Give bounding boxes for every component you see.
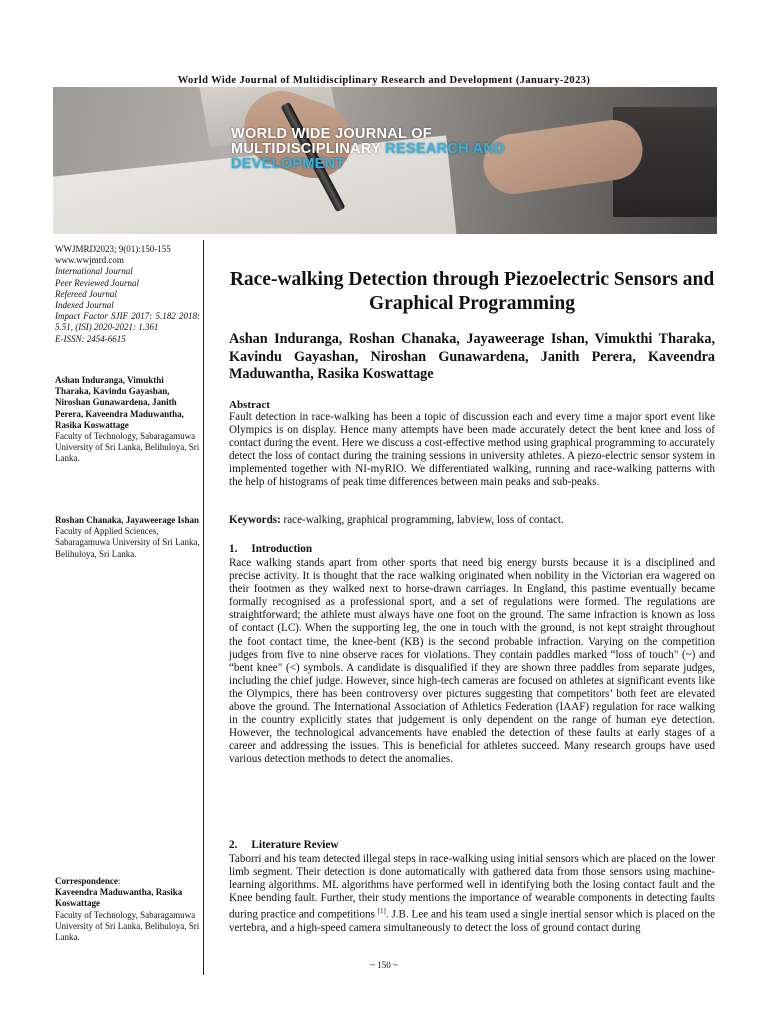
keywords-label: Keywords:	[229, 514, 281, 526]
affiliation-1	[55, 375, 200, 465]
section-2-heading: 2. Literature Review	[229, 839, 339, 851]
page-number: ~ 150 ~	[370, 960, 398, 970]
correspondence-text: Faculty of Technology, Sabaragamuwa University of Sri Lanka, Belihuloya, Sri Lanka.	[55, 909, 200, 943]
issn: E-ISSN: 2454-6615	[55, 333, 126, 344]
banner-title	[231, 127, 505, 172]
correspondence-names: Kaveendra Maduwantha, Rasika Koswattage	[55, 887, 183, 909]
article-authors: Ashan Induranga, Roshan Chanaka, Jayaweerage Ishan, Vimukthi Tharaka, Kavindu Gayashan, Niroshan Gunawardena, Janith Perera, Kaveendra Maduwantha, Rasika Koswattage	[229, 331, 715, 382]
banner-title-line2: MULTIDISCIPLINARY RESEARCH AND	[231, 141, 506, 157]
journal-meta	[55, 244, 200, 345]
meta-line: Peer Reviewed Journal	[55, 277, 139, 288]
affiliation-1-text: Faculty of Technology, Sabaragamuwa University of Sri Lanka, Belihuloya, Sri Lanka.	[55, 431, 200, 464]
article-title: Race-walking Detection through Piezoelectric Sensors and Graphical Programming	[229, 269, 715, 314]
affiliation-2	[55, 515, 200, 560]
meta-line: International Journal	[55, 266, 133, 277]
journal-banner	[53, 87, 717, 234]
journal-website-link[interactable]: www.wwjmrd.com	[55, 255, 124, 266]
abstract-heading: Abstract	[229, 399, 270, 411]
affiliation-2-names: Roshan Chanaka, Jayaweerage Ishan	[55, 515, 200, 525]
meta-line: Indexed Journal	[55, 300, 114, 311]
affiliation-1-names: Ashan Induranga, Vimukthi Tharaka, Kavindu Gayashan, Niroshan Gunawardena, Janith Perera, Kaveendra Maduwantha, Rasika Koswattage	[55, 375, 184, 430]
abstract-text: Fault detection in race-walking has been a topic of discussion each and every time a major sport event like Olympics is on display. Hence many attempts have been made accurately detect the bent knee and loss of contact during the event. Here we discuss a cost-effective method using graphical programming to accurately detect the loss of contact during the training sessions in university athletes. A piezo-electric sensor system in implemented together with NI-myRIO. We differentiated walking, running and race-walking patterns with the help of histograms of peak time differences between main peaks and sub-peaks.	[229, 411, 715, 489]
column-divider	[203, 240, 204, 975]
section-2-text: Taborri and his team detected illegal steps in race-walking using initial sensors which are placed on the lower limb segment. Their detection is done automatically with gathered data from those sensors using machine-learning algorithms. ML algorithms have performed well in identifying both the losing contact fault and the Knee bending fault. Further, their study mentions the importance of wearable components in detecting faults during practice and competitions [1]. J.B. Lee and his team used a single inertial sensor which is placed on the vertebra, and a high-speed camera simultaneously to detect the loss of ground contact during	[229, 853, 715, 935]
keywords-list: race-walking, graphical programming, labview, loss of contact.	[283, 514, 564, 526]
banner-title-line1: WORLD WIDE JOURNAL OF	[231, 126, 432, 142]
keywords	[229, 514, 715, 527]
citation-1: [1]	[377, 907, 386, 916]
section-1-text: Race walking stands apart from other sports that need big energy bursts because it is a disciplined and precise activity. It is thought that the race walking originated when nobility in the Victorian era wagered on their footmen as they walked next to horse-drawn carriages. In England, this pastime eventually became formally recognised as a professional sport, and a set of regulations were formed. The regulations are straightforward; the athlete must always have one foot on the ground. The same infraction is known as loss of contact (LC). When the supporting leg, the one in touch with the ground, is not kept straight throughout the foot contact time, the knee-bent (KB) is the second probable infraction. Varying on the competition judges from five to nine observe races for violations. They contain paddles marked “loss of touch" (~) and “bent knee" (<) symbols. A candidate is disqualified if they are shown three paddles from separate judges, including the chief judge. However, since high-tech cameras are focused on athletes at significant events like the Olympics, there has been controversy over pictures suggesting that competitors’ both feet are elevated above the ground. The International Association of Athletics Federation (IAAF) regulation for race walking in the country explicitly states that judgement is only dependent on the range of human eye detection. However, the technological advancements have enabled the detection of these faults at early stages of a career and addressing the issues. This is beneficial for athletes succeed. Many research groups have used various detection methods to detect the anomalies.	[229, 557, 715, 766]
impact-factor: Impact Factor SJIF 2017: 5.182 2018: 5.51, (ISI) 2020-2021: 1.361	[55, 311, 200, 333]
correspondence-label: Correspondence:	[55, 876, 121, 886]
volume-info: WWJMRD2023; 9(01):150-155	[55, 244, 171, 254]
banner-title-line3: DEVELOPMENT	[231, 156, 345, 172]
correspondence	[55, 876, 200, 943]
section-1-heading: 1. Introduction	[229, 543, 313, 555]
affiliation-2-text: Faculty of Applied Sciences, Sabaragamuwa University of Sri Lanka, Belihuloya, Sri Lanka.	[55, 526, 200, 559]
meta-line: Refereed Journal	[55, 288, 117, 299]
journal-running-header: World Wide Journal of Multidisciplinary Research and Development (January-2023)	[177, 75, 591, 86]
